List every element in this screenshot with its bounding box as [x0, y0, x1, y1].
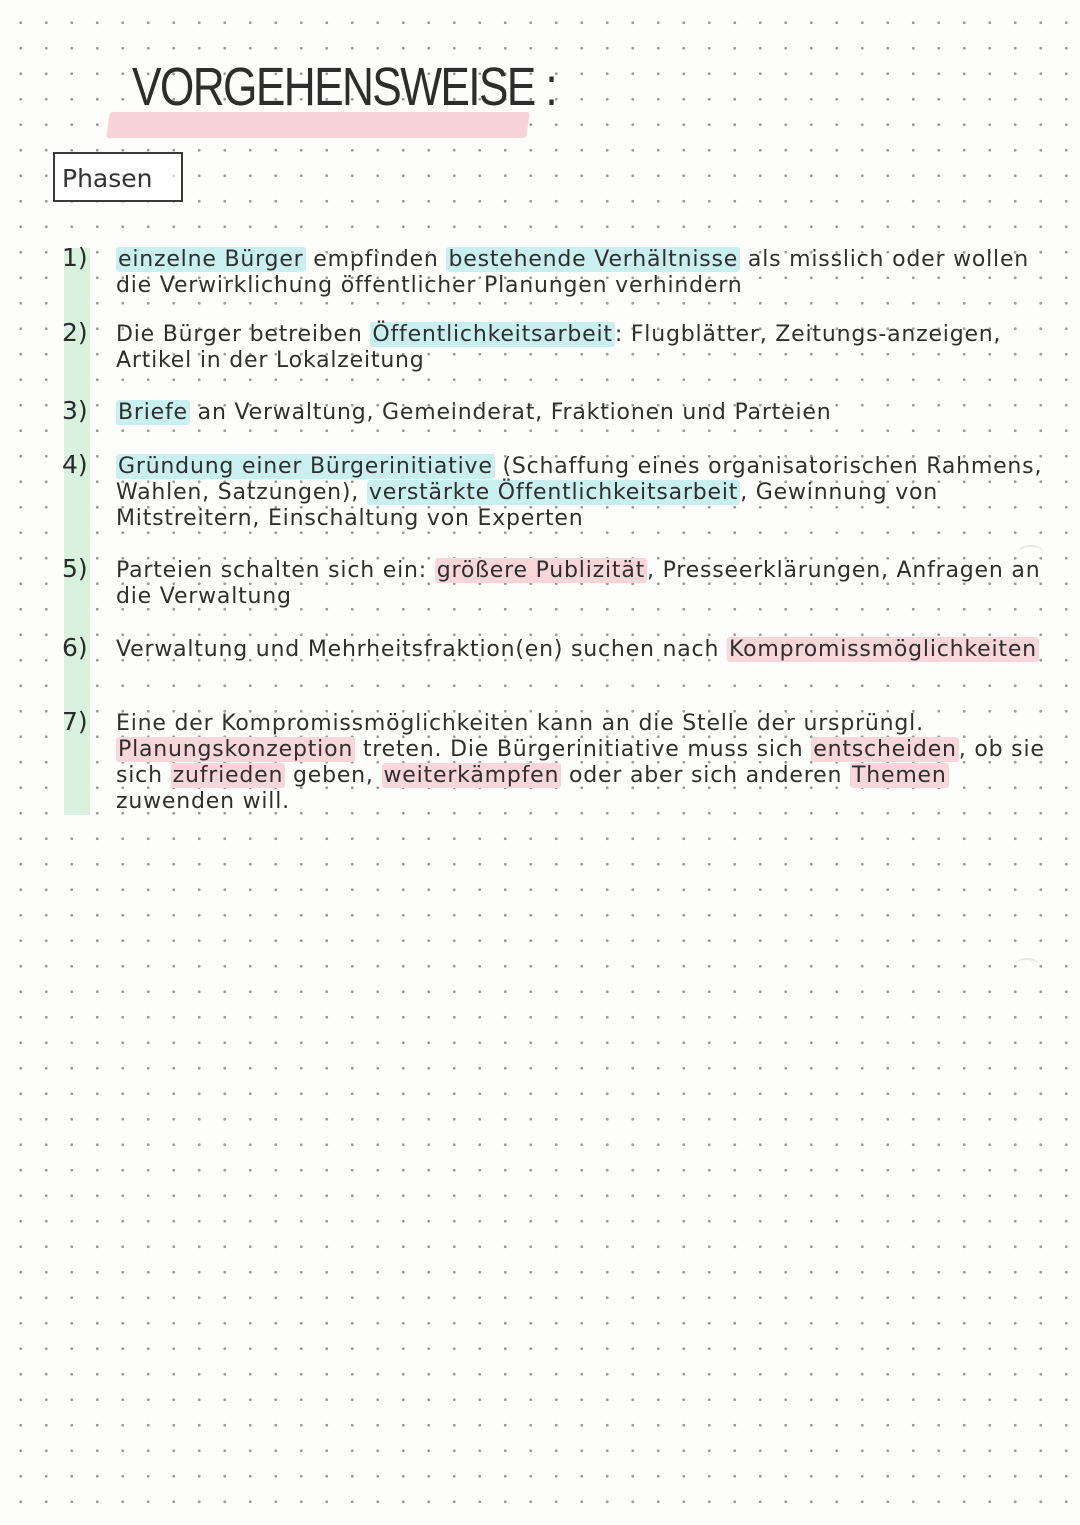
phase-text-segment: Die Bürger betreiben: [116, 322, 371, 347]
phase-number: 5): [62, 554, 88, 583]
phase-text: [116, 400, 1046, 426]
phase-number: 6): [62, 633, 88, 662]
phase-text: [116, 247, 1046, 299]
phase-text-segment: treten. Die Bürgerinitiative muss sich: [355, 737, 812, 762]
phase-number: 4): [62, 450, 88, 479]
highlighted-term: zufrieden: [172, 763, 284, 788]
highlighted-term: Öffentlichkeitsarbeit: [372, 322, 613, 347]
phase-text: [116, 558, 1046, 610]
phase-text: [116, 711, 1046, 815]
phase-text-segment: Eine der Kompromissmöglichkeiten kann an die Stelle der ursprüngl.: [116, 711, 924, 736]
phase-text-segment: an Verwaltung, Gemeinderat, Fraktionen und Parteien: [189, 400, 832, 425]
section-label: Phasen: [62, 164, 153, 193]
phase-text: [116, 322, 1046, 374]
highlighted-term: Briefe: [118, 400, 188, 425]
highlighted-term: einzelne Bürger: [118, 247, 304, 272]
phase-number: 2): [62, 318, 88, 347]
phase-text-segment: zuwenden will.: [116, 789, 290, 814]
highlighted-term: entscheiden: [813, 737, 957, 762]
highlighted-term: größere Publizität: [436, 558, 646, 583]
phase-text-segment: geben,: [285, 763, 382, 788]
paper-curl-mark: [1018, 545, 1044, 561]
paper-curl-mark: [1014, 958, 1040, 974]
highlighted-term: Themen: [852, 763, 947, 788]
phase-text-segment: als misslich oder wollen die Verwirklichung öffentlicher Planungen verhindern: [116, 247, 1030, 298]
phase-text: [116, 637, 1046, 663]
phase-text: [116, 454, 1046, 532]
highlighted-term: weiterkämpfen: [383, 763, 560, 788]
highlighted-term: Planungskonzeption: [118, 737, 354, 762]
highlighted-term: Kompromissmöglichkeiten: [729, 637, 1037, 662]
page-title: VORGEHENSWEISE :: [132, 57, 557, 117]
phase-number: 1): [62, 243, 88, 272]
phase-text-segment: , Presseerklärungen, Anfragen an die Verwaltung: [116, 558, 1041, 609]
phase-text-segment: , ob sie sich: [116, 737, 1045, 788]
section-label-box: [53, 152, 183, 202]
highlighted-term: bestehende Verhältnisse: [448, 247, 739, 272]
phase-number: 7): [62, 707, 88, 736]
phase-text-segment: Parteien schalten sich ein:: [116, 558, 435, 583]
highlighted-term: Gründung einer Bürgerinitiative: [118, 454, 493, 479]
phase-text-segment: (Schaffung eines organisatorischen Rahmens, Wahlen, Satzungen),: [116, 454, 1043, 505]
highlighted-term: verstärkte Öffentlichkeitsarbeit: [368, 480, 739, 505]
phase-text-segment: , Gewinnung von Mitstreitern, Einschaltung von Experten: [116, 480, 939, 531]
phase-text-segment: oder aber sich anderen: [561, 763, 850, 788]
phase-number: 3): [62, 396, 88, 425]
phase-text-segment: Verwaltung und Mehrheitsfraktion(en) suchen nach: [116, 637, 727, 662]
title-block: [108, 56, 649, 118]
phase-text-segment: : Flugblätter, Zeitungs-anzeigen, Artikel in der Lokalzeitung: [116, 322, 1002, 373]
phase-text-segment: empfinden: [305, 247, 447, 272]
